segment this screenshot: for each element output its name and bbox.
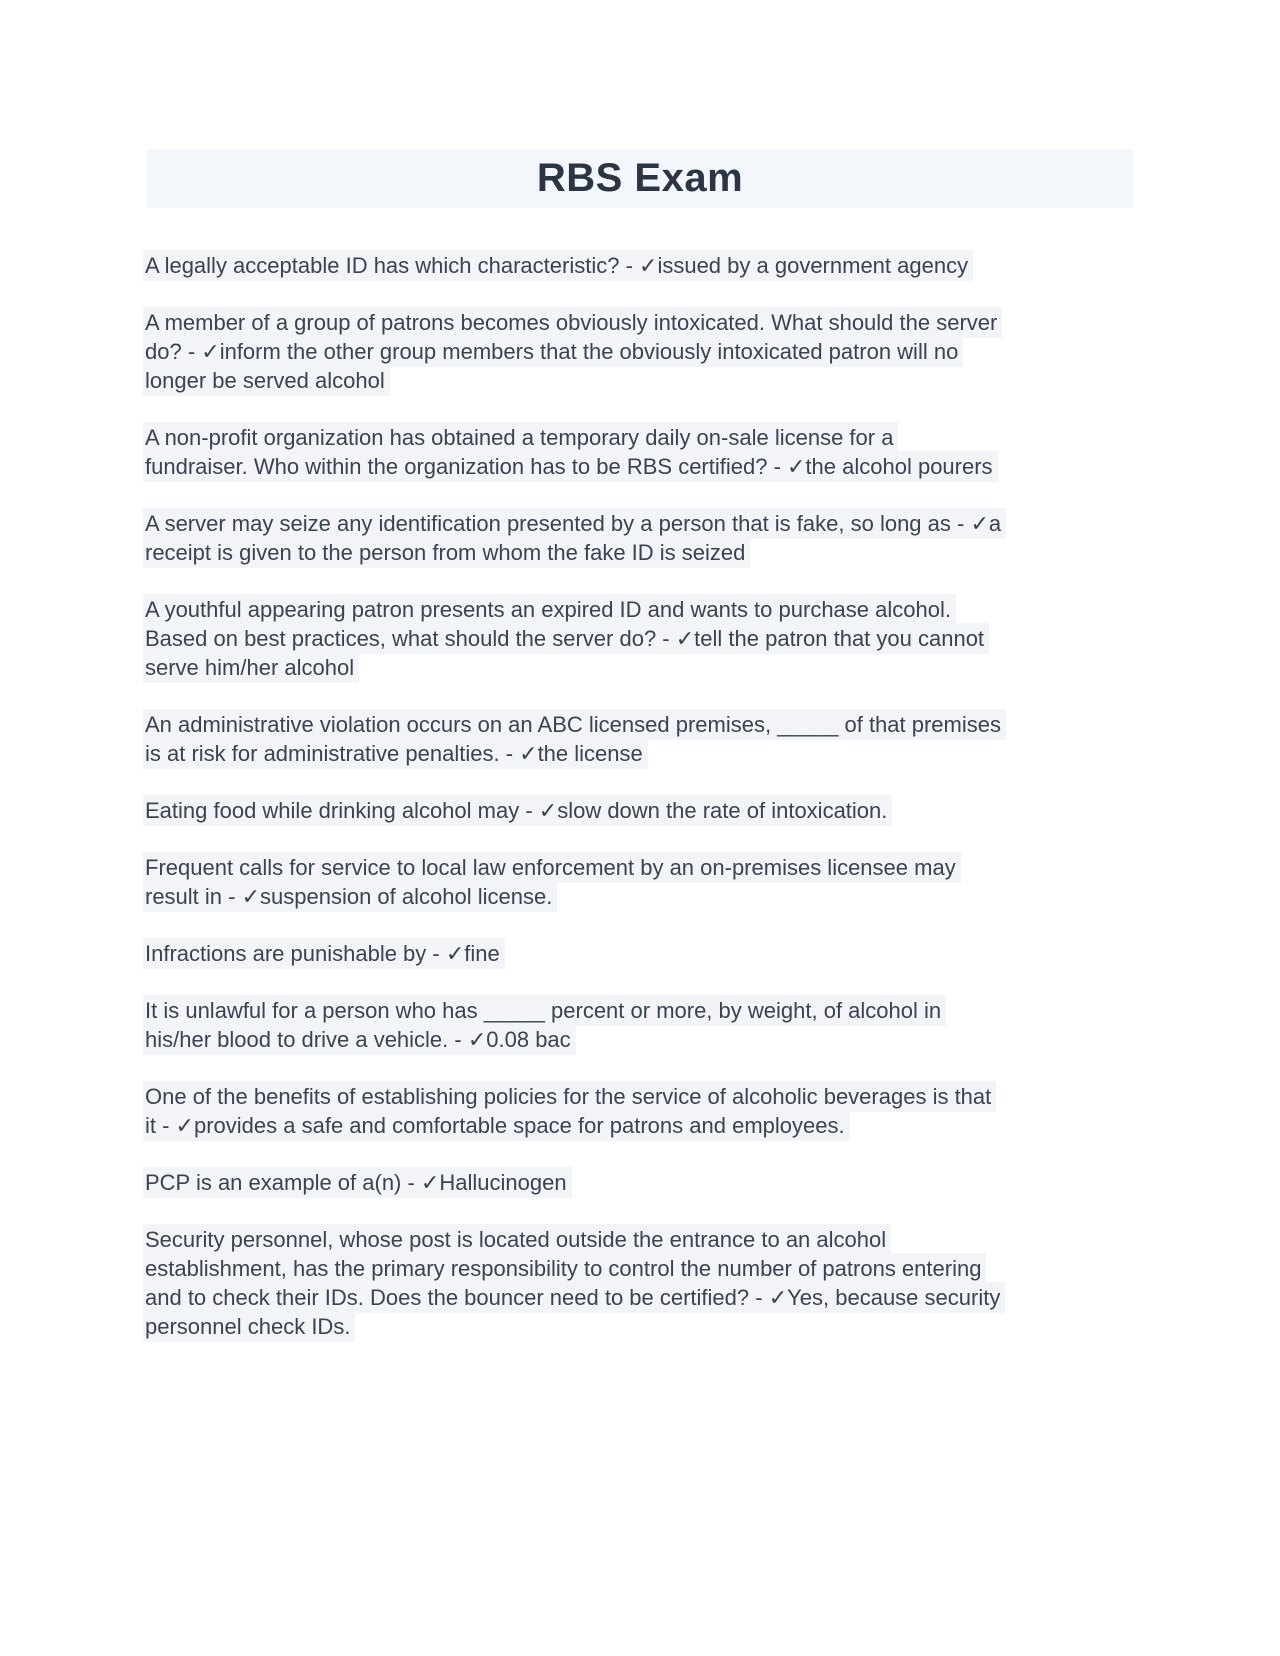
- qa-line-highlight: receipt is given to the person from whom the fake ID is seized: [143, 537, 750, 568]
- qa-line: [143, 423, 1153, 452]
- qa-line-highlight: it - ✓provides a safe and comfortable space for patrons and employees.: [143, 1110, 850, 1141]
- qa-line: [143, 595, 1153, 624]
- qa-list: [143, 251, 1153, 1369]
- qa-item: [143, 1168, 1153, 1197]
- qa-line-highlight: A non-profit organization has obtained a temporary daily on-sale license for a: [143, 422, 898, 453]
- qa-line-highlight: longer be served alcohol: [143, 365, 390, 396]
- qa-line: [143, 251, 1153, 280]
- qa-line: [143, 538, 1153, 567]
- qa-line-highlight: A youthful appearing patron presents an expired ID and wants to purchase alcohol.: [143, 594, 956, 625]
- qa-line: [143, 853, 1153, 882]
- qa-line-highlight: PCP is an example of a(n) - ✓Hallucinogen: [143, 1167, 572, 1198]
- qa-line-highlight: and to check their IDs. Does the bouncer need to be certified? - ✓Yes, because security: [143, 1282, 1005, 1313]
- qa-line: [143, 1225, 1153, 1254]
- qa-line: [143, 653, 1153, 682]
- qa-line: [143, 1082, 1153, 1111]
- qa-line-highlight: establishment, has the primary responsibility to control the number of patrons entering: [143, 1253, 986, 1284]
- qa-line: [143, 452, 1153, 481]
- qa-item: [143, 308, 1153, 395]
- qa-item: [143, 796, 1153, 825]
- qa-item: [143, 1225, 1153, 1341]
- qa-line: [143, 337, 1153, 366]
- qa-line: [143, 796, 1153, 825]
- qa-line: [143, 882, 1153, 911]
- qa-line: [143, 624, 1153, 653]
- qa-line: [143, 366, 1153, 395]
- qa-item: [143, 710, 1153, 768]
- qa-line-highlight: A member of a group of patrons becomes obviously intoxicated. What should the server: [143, 307, 1002, 338]
- qa-item: [143, 251, 1153, 280]
- page-title: RBS Exam: [536, 156, 744, 200]
- qa-line-highlight: An administrative violation occurs on an ABC licensed premises, _____ of that premises: [143, 709, 1006, 740]
- qa-line: [143, 710, 1153, 739]
- qa-line: [143, 1168, 1153, 1197]
- qa-line-highlight: is at risk for administrative penalties. - ✓the license: [143, 738, 648, 769]
- qa-line-highlight: Security personnel, whose post is located outside the entrance to an alcohol: [143, 1224, 891, 1255]
- qa-line-highlight: One of the benefits of establishing policies for the service of alcoholic beverages is that: [143, 1081, 996, 1112]
- qa-line: [143, 1111, 1153, 1140]
- qa-item: [143, 423, 1153, 481]
- qa-line-highlight: Frequent calls for service to local law enforcement by an on-premises licensee may: [143, 852, 961, 883]
- qa-line: [143, 739, 1153, 768]
- qa-line: [143, 939, 1153, 968]
- qa-line: [143, 1025, 1153, 1054]
- qa-line: [143, 1254, 1153, 1283]
- qa-item: [143, 509, 1153, 567]
- qa-line-highlight: do? - ✓inform the other group members that the obviously intoxicated patron will no: [143, 336, 963, 367]
- qa-line-highlight: Eating food while drinking alcohol may - ✓slow down the rate of intoxication.: [143, 795, 892, 826]
- qa-line-highlight: result in - ✓suspension of alcohol license.: [143, 881, 557, 912]
- qa-line-highlight: Infractions are punishable by - ✓fine: [143, 938, 505, 969]
- qa-line: [143, 509, 1153, 538]
- qa-item: [143, 1082, 1153, 1140]
- qa-line: [143, 996, 1153, 1025]
- qa-line-highlight: personnel check IDs.: [143, 1311, 355, 1342]
- qa-line-highlight: Based on best practices, what should the server do? - ✓tell the patron that you cannot: [143, 623, 989, 654]
- qa-line: [143, 1283, 1153, 1312]
- qa-item: [143, 939, 1153, 968]
- qa-line-highlight: A legally acceptable ID has which characteristic? - ✓issued by a government agency: [143, 250, 973, 281]
- qa-line: [143, 1312, 1153, 1341]
- qa-item: [143, 853, 1153, 911]
- qa-line: [143, 308, 1153, 337]
- qa-line-highlight: A server may seize any identification presented by a person that is fake, so long as - ✓a: [143, 508, 1006, 539]
- qa-line-highlight: It is unlawful for a person who has _____ percent or more, by weight, of alcohol in: [143, 995, 946, 1026]
- qa-item: [143, 996, 1153, 1054]
- qa-line-highlight: his/her blood to drive a vehicle. - ✓0.08 bac: [143, 1024, 576, 1055]
- qa-line-highlight: fundraiser. Who within the organization has to be RBS certified? - ✓the alcohol pourers: [143, 451, 998, 482]
- qa-line-highlight: serve him/her alcohol: [143, 652, 359, 683]
- qa-item: [143, 595, 1153, 682]
- document-title-band: [147, 149, 1133, 208]
